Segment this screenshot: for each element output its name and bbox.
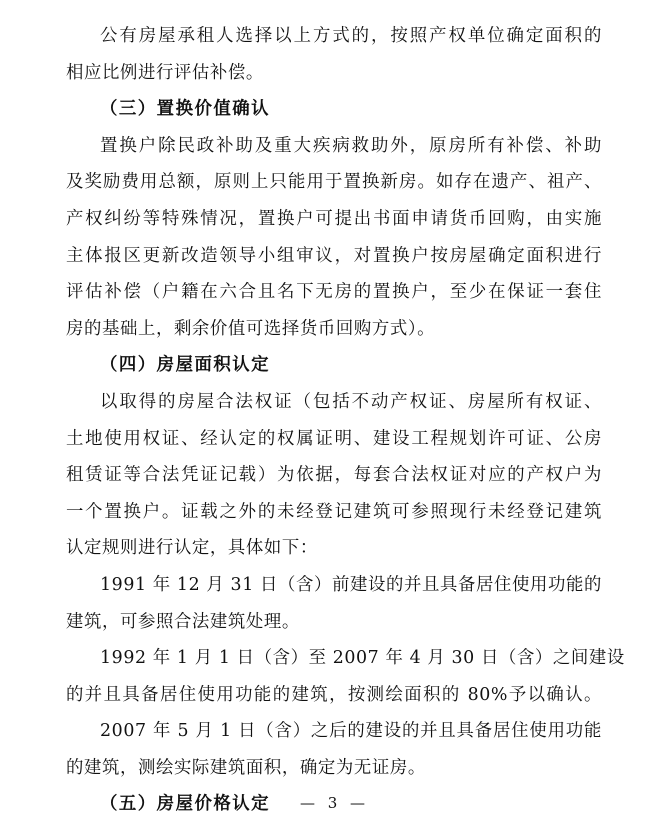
text-line: 的建筑，测绘实际建筑面积，确定为无证房。 (66, 757, 426, 778)
text-line: 的并且具备居住使用功能的建筑，按测绘面积的 80%予以确认。 (66, 684, 602, 705)
text-line: 租赁证等合法凭证记载）为依据，每套合法权证对应的产权户为 (66, 465, 602, 486)
text-line: 产权纠纷等特殊情况，置换户可提出书面申请货币回购，由实施 (66, 208, 602, 229)
body-text (66, 18, 625, 823)
text-line: 相应比例进行评估补偿。 (66, 62, 264, 83)
text-line: 建筑，可参照合法建筑处理。 (66, 611, 300, 632)
text-line: 一个置换户。证载之外的未经登记建筑可参照现行未经登记建筑 (66, 501, 602, 522)
text-line: 1992 年 1 月 1 日（含）至 2007 年 4 月 30 日（含）之间建设 (100, 648, 625, 669)
text-line: 公有房屋承租人选择以上方式的，按照产权单位确定面积的 (100, 26, 602, 46)
page-number: — 3 — (299, 794, 370, 812)
text-line: 主体报区更新改造领导小组审议，对置换户按房屋确定面积进行 (66, 245, 602, 266)
text-line: 2007 年 5 月 1 日（含）之后的建设的并且具备居住使用功能 (100, 721, 602, 742)
section-heading: （五）房屋价格认定 (100, 794, 271, 815)
text-line: 土地使用权证、经认定的权属证明、建设工程规划许可证、公房 (66, 428, 602, 449)
text-line: 及奖励费用总额，原则上只能用于置换新房。如存在遗产、祖产、 (66, 172, 602, 193)
text-line: 1991 年 12 月 31 日（含）前建设的并且具备居住使用功能的 (100, 574, 602, 595)
text-line: 置换户除民政补助及重大疾病救助外，原房所有补偿、补助 (100, 135, 602, 156)
text-line: 评估补偿（户籍在六合且名下无房的置换户，至少在保证一套住 (66, 282, 602, 303)
text-line: 以取得的房屋合法权证（包括不动产权证、房屋所有权证、 (100, 391, 602, 412)
section-heading: （三）置换价值确认 (100, 99, 271, 120)
text-line: 房的基础上，剩余价值可选择货币回购方式）。 (66, 318, 436, 339)
text-line: 认定规则进行认定，具体如下： (66, 538, 318, 559)
section-heading: （四）房屋面积认定 (100, 355, 271, 376)
